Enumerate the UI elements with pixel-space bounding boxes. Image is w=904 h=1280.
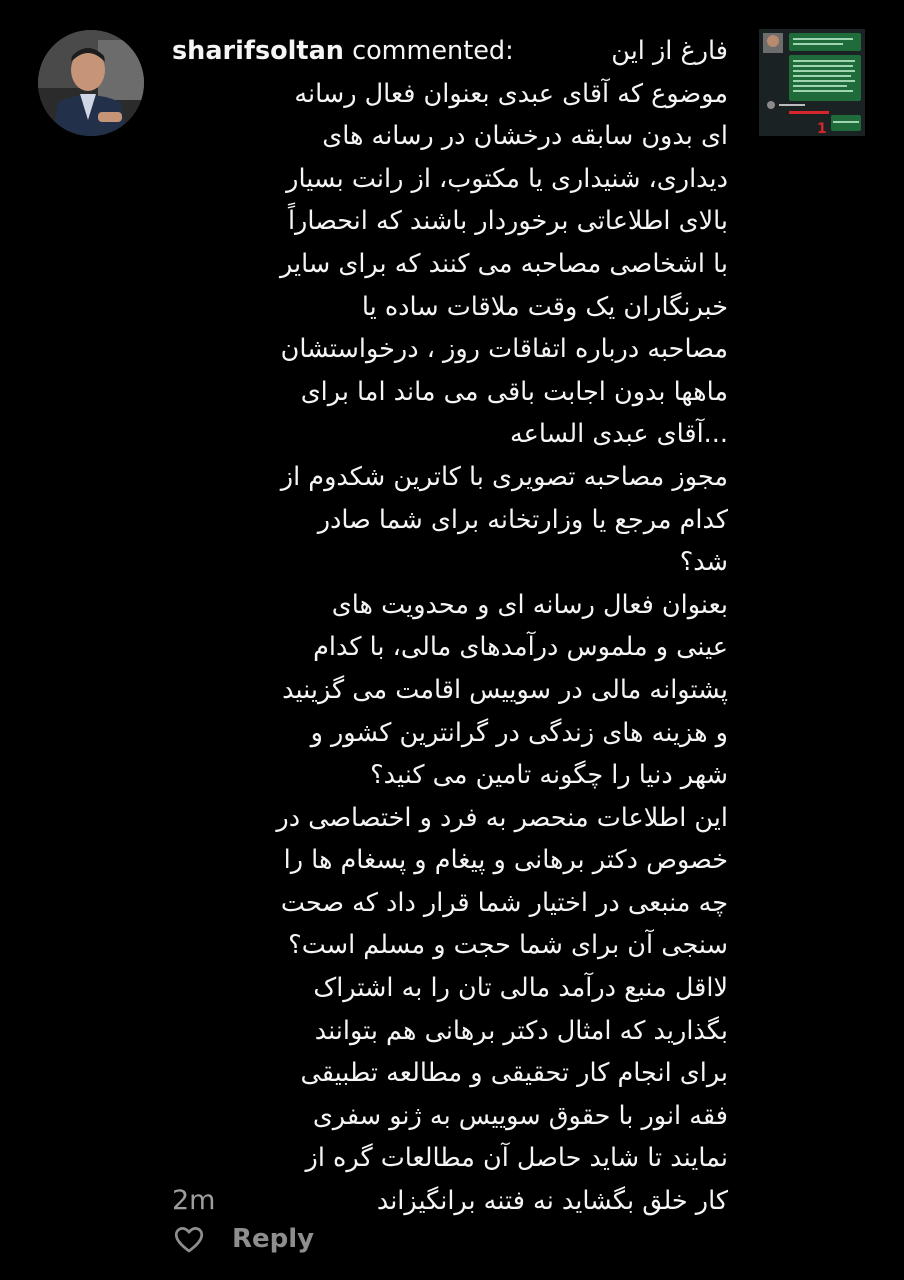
comment-paragraph-4	[172, 797, 728, 967]
comment-last-line	[172, 1180, 728, 1223]
comment-line: ماهها بدون اجابت باقی می ماند اما برای	[300, 376, 728, 407]
comment-first-line	[172, 30, 728, 73]
comment-line: فقه انور با حقوق سوییس به ژنو سفری	[312, 1100, 728, 1131]
comment-line: بگذارید که امثال دکتر برهانی هم بتوانند	[314, 1015, 728, 1046]
comment-line: ...آقای عبدی الساعه	[509, 419, 728, 450]
comment-line: مصاحبه درباره اتفاقات روز ، درخواستشان	[280, 334, 728, 365]
comment-text-end: کار خلق بگشاید نه فتنه برانگیزاند	[376, 1186, 728, 1217]
comment-line: لااقل منبع درآمد مالی تان را به اشتراک	[313, 973, 728, 1004]
comment-paragraph-3	[172, 584, 728, 797]
comment-line: چه منبعی در اختیار شما قرار داد که صحت	[280, 887, 728, 918]
comment-line: موضوع که آقای عبدی بعنوان فعال رسانه	[294, 78, 728, 109]
comment-line: سنجی آن برای شما حجت و مسلم است؟	[288, 930, 728, 961]
comment-line: با اشخاصی مصاحبه می کنند که برای سایر	[279, 248, 728, 279]
comment-paragraph-2	[172, 456, 728, 584]
comment-paragraph-1	[172, 73, 728, 456]
comment-line: عینی و ملموس درآمدهای مالی، با کدام	[313, 632, 728, 663]
reply-button[interactable]: Reply	[232, 1224, 315, 1254]
comment-username[interactable]: sharifsoltan	[172, 36, 344, 66]
comment-line: بعنوان فعال رسانه ای و محدویت های	[331, 589, 728, 620]
timestamp: 2m	[172, 1185, 216, 1217]
comment-line: بالای اطلاعاتی برخوردار باشند که انحصاراً	[287, 206, 728, 237]
comment-line: کدام مرجع یا وزارتخانه برای شما صادر	[317, 504, 728, 535]
comment-line: خصوص دکتر برهانی و پیغام و پسغام ها را	[283, 845, 728, 876]
comment-line: ای بدون سابقه درخشان در رسانه های	[322, 121, 728, 152]
comment-paragraph-5	[172, 967, 728, 1180]
avatar-photo	[38, 30, 144, 136]
comment-text-start: فارغ از این	[611, 36, 728, 66]
comment-line: خبرنگاران یک وقت ملاقات ساده یا	[361, 291, 728, 322]
comment-verb: commented:	[352, 36, 514, 66]
comment-line: این اطلاعات منحصر به فرد و اختصاصی در	[276, 802, 728, 833]
thumbnail-badge-number: 1	[817, 121, 827, 136]
comment-line: برای انجام کار تحقیقی و مطالعه تطبیقی	[300, 1058, 728, 1089]
comment-line: شهر دنیا را چگونه تامین می کنید؟	[370, 760, 728, 791]
post-thumbnail[interactable]	[759, 29, 865, 136]
thumbnail-image	[759, 29, 865, 136]
comment-actions	[172, 1222, 206, 1256]
heart-outline-icon[interactable]	[172, 1222, 206, 1256]
comment-body	[172, 30, 728, 1223]
comment-line: نمایند تا شاید حاصل آن مطالعات گره از	[305, 1143, 728, 1174]
comment-line: پشتوانه مالی در سوییس اقامت می گزینید	[282, 674, 728, 705]
comment-line: شد؟	[679, 547, 728, 578]
comment-line: و هزینه های زندگی در گرانترین کشور و	[310, 717, 728, 748]
comment-line: دیداری، شنیداری یا مکتوب، از رانت بسیار	[286, 163, 728, 194]
comment-line: مجوز مصاحبه تصویری با کاترین شکدوم از	[280, 461, 728, 492]
avatar[interactable]	[38, 30, 144, 136]
